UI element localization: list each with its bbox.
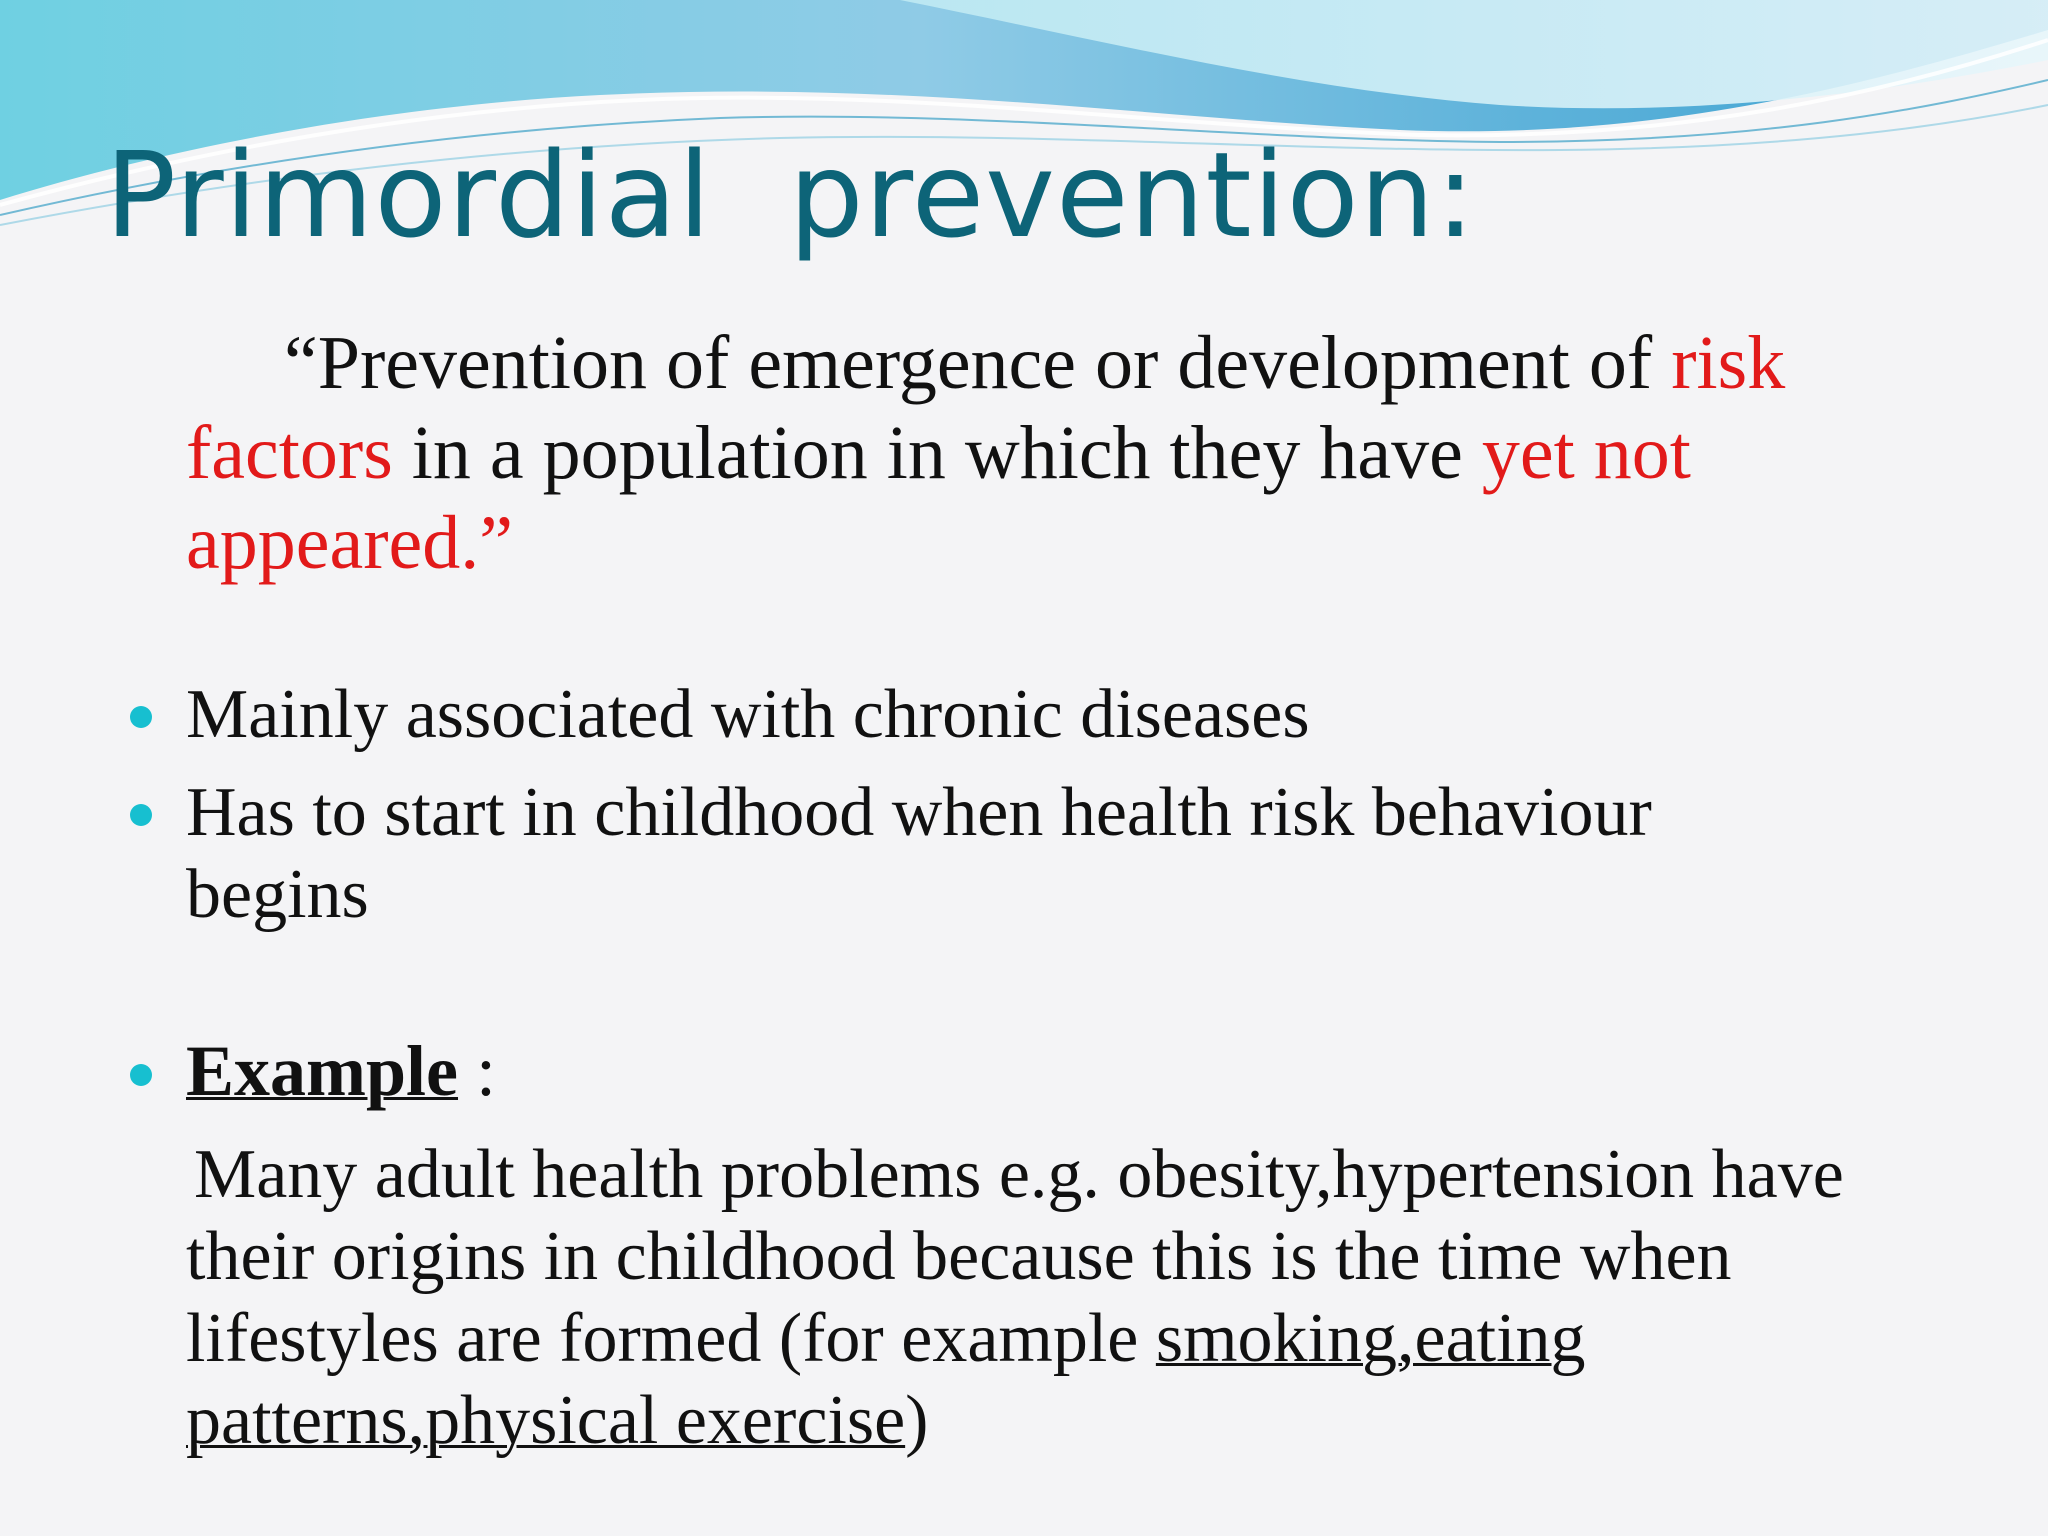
definition-text-2: in a population in which they have xyxy=(392,411,1482,495)
bullet-text: Mainly associated with chronic diseases xyxy=(186,676,1310,753)
definition-highlight-yet-not-appeared: yet not appeared.” xyxy=(186,411,1691,585)
bullet-dot-icon xyxy=(130,804,152,826)
definition-text-1: “Prevention of emergence or development of xyxy=(284,321,1672,405)
definition-highlight-risk-factors: risk factors xyxy=(186,321,1786,495)
bullet-text: Has to start in childhood when health risk behaviour begins xyxy=(186,774,1652,933)
slide-title: Primordial prevention: xyxy=(105,126,1477,264)
example-text-end: ) xyxy=(905,1382,929,1459)
bullet-item xyxy=(186,772,1786,936)
definition-quote xyxy=(186,318,1876,588)
bullet-dot-icon xyxy=(130,706,152,728)
example-label: Example xyxy=(186,1031,459,1111)
example-bullet xyxy=(186,1030,1886,1112)
example-underlined-list: smoking,eating patterns,physical exercise xyxy=(186,1300,1586,1459)
example-label-suffix: : xyxy=(458,1031,497,1111)
bullet-item xyxy=(186,674,1886,756)
bullet-dot-icon xyxy=(130,1064,152,1086)
example-text: Many adult health problems e.g. obesity,hypertension have their origins in childhood because this is the time when lifestyles are formed (for example xyxy=(186,1136,1844,1377)
example-description xyxy=(186,1134,1926,1462)
